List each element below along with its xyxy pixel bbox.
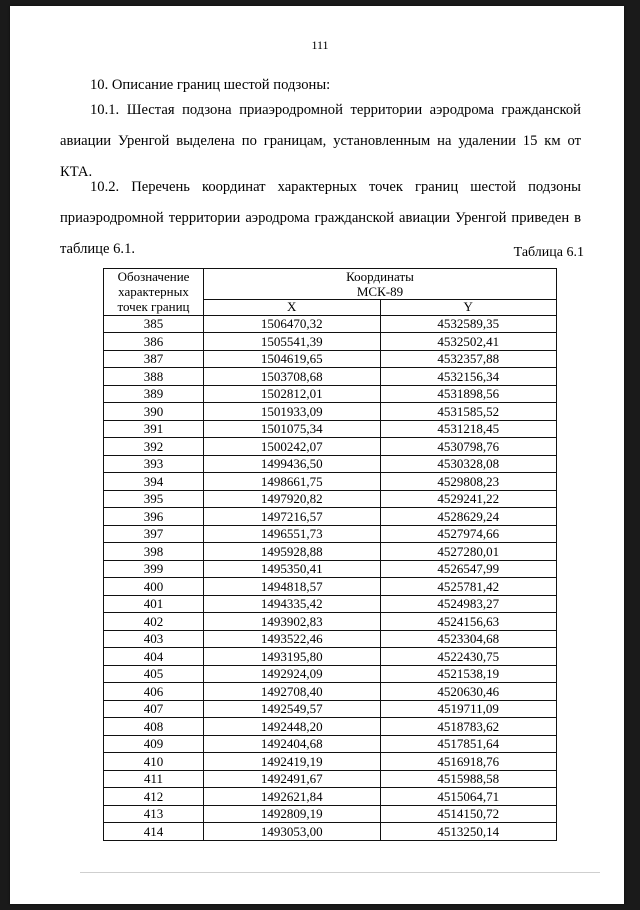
y-coordinate-cell: 4522430,75: [380, 648, 557, 666]
point-number-cell: 385: [104, 315, 204, 333]
point-number-cell: 394: [104, 473, 204, 491]
x-coordinate-cell: 1501933,09: [204, 403, 381, 421]
header-x: X: [204, 300, 381, 316]
table-row: [104, 788, 557, 806]
y-coordinate-cell: 4515064,71: [380, 788, 557, 806]
point-number-cell: 391: [104, 420, 204, 438]
point-number-cell: 410: [104, 753, 204, 771]
x-coordinate-cell: 1502812,01: [204, 385, 381, 403]
y-coordinate-cell: 4531585,52: [380, 403, 557, 421]
table-row: [104, 753, 557, 771]
table-row: [104, 648, 557, 666]
y-coordinate-cell: 4519711,09: [380, 700, 557, 718]
table-row: [104, 420, 557, 438]
table-row: [104, 438, 557, 456]
table-row: [104, 473, 557, 491]
y-coordinate-cell: 4532589,35: [380, 315, 557, 333]
x-coordinate-cell: 1492491,67: [204, 770, 381, 788]
y-coordinate-cell: 4520630,46: [380, 683, 557, 701]
x-coordinate-cell: 1498661,75: [204, 473, 381, 491]
table-row: [104, 455, 557, 473]
table-row: [104, 333, 557, 351]
table-row: [104, 770, 557, 788]
x-coordinate-cell: 1492924,09: [204, 665, 381, 683]
y-coordinate-cell: 4526547,99: [380, 560, 557, 578]
section-title: 10. Описание границ шестой подзоны:: [90, 77, 331, 93]
table-row: [104, 578, 557, 596]
point-number-cell: 404: [104, 648, 204, 666]
page-number: 111: [311, 38, 329, 52]
x-coordinate-cell: 1495928,88: [204, 543, 381, 561]
y-coordinate-cell: 4517851,64: [380, 735, 557, 753]
table-row: [104, 718, 557, 736]
x-coordinate-cell: 1493522,46: [204, 630, 381, 648]
point-number-cell: 407: [104, 700, 204, 718]
x-coordinate-cell: 1494818,57: [204, 578, 381, 596]
y-coordinate-cell: 4524983,27: [380, 595, 557, 613]
table-row: [104, 490, 557, 508]
point-number-cell: 396: [104, 508, 204, 526]
table-row: [104, 613, 557, 631]
point-number-cell: 399: [104, 560, 204, 578]
x-coordinate-cell: 1493053,00: [204, 823, 381, 841]
x-coordinate-cell: 1492708,40: [204, 683, 381, 701]
y-coordinate-cell: 4513250,14: [380, 823, 557, 841]
y-coordinate-cell: 4515988,58: [380, 770, 557, 788]
table-row: [104, 385, 557, 403]
y-coordinate-cell: 4524156,63: [380, 613, 557, 631]
x-coordinate-cell: 1492549,57: [204, 700, 381, 718]
table-row: [104, 805, 557, 823]
point-number-cell: 388: [104, 368, 204, 386]
x-coordinate-cell: 1497920,82: [204, 490, 381, 508]
y-coordinate-cell: 4527974,66: [380, 525, 557, 543]
point-number-cell: 392: [104, 438, 204, 456]
point-number-cell: 387: [104, 350, 204, 368]
table-row: [104, 560, 557, 578]
y-coordinate-cell: 4529808,23: [380, 473, 557, 491]
scan-edge-line: [80, 872, 600, 873]
x-coordinate-cell: 1493902,83: [204, 613, 381, 631]
x-coordinate-cell: 1494335,42: [204, 595, 381, 613]
x-coordinate-cell: 1492448,20: [204, 718, 381, 736]
table-row: [104, 543, 557, 561]
x-coordinate-cell: 1505541,39: [204, 333, 381, 351]
table-row: [104, 665, 557, 683]
table-row: [104, 403, 557, 421]
x-coordinate-cell: 1492621,84: [204, 788, 381, 806]
header-coordinates-title: Координаты: [346, 269, 414, 284]
x-coordinate-cell: 1501075,34: [204, 420, 381, 438]
x-coordinate-cell: 1493195,80: [204, 648, 381, 666]
y-coordinate-cell: 4525781,42: [380, 578, 557, 596]
x-coordinate-cell: 1495350,41: [204, 560, 381, 578]
y-coordinate-cell: 4532357,88: [380, 350, 557, 368]
table-row: [104, 595, 557, 613]
point-number-cell: 411: [104, 770, 204, 788]
x-coordinate-cell: 1496551,73: [204, 525, 381, 543]
y-coordinate-cell: 4514150,72: [380, 805, 557, 823]
point-number-cell: 393: [104, 455, 204, 473]
point-number-cell: 403: [104, 630, 204, 648]
y-coordinate-cell: 4530328,08: [380, 455, 557, 473]
coordinates-table: [103, 268, 557, 841]
y-coordinate-cell: 4516918,76: [380, 753, 557, 771]
x-coordinate-cell: 1500242,07: [204, 438, 381, 456]
point-number-cell: 400: [104, 578, 204, 596]
y-coordinate-cell: 4523304,68: [380, 630, 557, 648]
point-number-cell: 390: [104, 403, 204, 421]
table-row: [104, 508, 557, 526]
table-row: [104, 525, 557, 543]
point-number-cell: 412: [104, 788, 204, 806]
table-row: [104, 823, 557, 841]
header-point: Обозначение характерных точек границ: [104, 269, 204, 316]
x-coordinate-cell: 1492419,19: [204, 753, 381, 771]
x-coordinate-cell: 1506470,32: [204, 315, 381, 333]
header-y: Y: [380, 300, 557, 316]
y-coordinate-cell: 4528629,24: [380, 508, 557, 526]
point-number-cell: 389: [104, 385, 204, 403]
x-coordinate-cell: 1492809,19: [204, 805, 381, 823]
x-coordinate-cell: 1503708,68: [204, 368, 381, 386]
header-coordinates: [204, 269, 557, 300]
point-number-cell: 409: [104, 735, 204, 753]
paragraph-10-2: 10.2. Перечень координат характерных точек границ шестой подзоны приаэродромной территории аэродрома гражданской авиации Уренгой приведен в таблице 6.1.: [60, 179, 581, 257]
x-coordinate-cell: 1504619,65: [204, 350, 381, 368]
header-coordinates-system: МСК-89: [356, 284, 404, 299]
y-coordinate-cell: 4518783,62: [380, 718, 557, 736]
y-coordinate-cell: 4532156,34: [380, 368, 557, 386]
point-number-cell: 405: [104, 665, 204, 683]
point-number-cell: 408: [104, 718, 204, 736]
point-number-cell: 401: [104, 595, 204, 613]
table-row: [104, 350, 557, 368]
point-number-cell: 402: [104, 613, 204, 631]
y-coordinate-cell: 4531218,45: [380, 420, 557, 438]
y-coordinate-cell: 4529241,22: [380, 490, 557, 508]
point-number-cell: 414: [104, 823, 204, 841]
point-number-cell: 386: [104, 333, 204, 351]
point-number-cell: 395: [104, 490, 204, 508]
table-row: [104, 683, 557, 701]
point-number-cell: 398: [104, 543, 204, 561]
table-row: [104, 368, 557, 386]
paragraph-10-1: 10.1. Шестая подзона приаэродромной территории аэродрома гражданской авиации Уренгой выделена по границам, установленным на удалении 15 км от КТА.: [60, 102, 581, 180]
y-coordinate-cell: 4521538,19: [380, 665, 557, 683]
table-row: [104, 315, 557, 333]
y-coordinate-cell: 4527280,01: [380, 543, 557, 561]
x-coordinate-cell: 1492404,68: [204, 735, 381, 753]
y-coordinate-cell: 4530798,76: [380, 438, 557, 456]
point-number-cell: 397: [104, 525, 204, 543]
x-coordinate-cell: 1497216,57: [204, 508, 381, 526]
table-row: [104, 630, 557, 648]
table-row: [104, 700, 557, 718]
table-row: [104, 735, 557, 753]
table-caption: Таблица 6.1: [513, 245, 584, 260]
y-coordinate-cell: 4531898,56: [380, 385, 557, 403]
x-coordinate-cell: 1499436,50: [204, 455, 381, 473]
y-coordinate-cell: 4532502,41: [380, 333, 557, 351]
point-number-cell: 413: [104, 805, 204, 823]
point-number-cell: 406: [104, 683, 204, 701]
